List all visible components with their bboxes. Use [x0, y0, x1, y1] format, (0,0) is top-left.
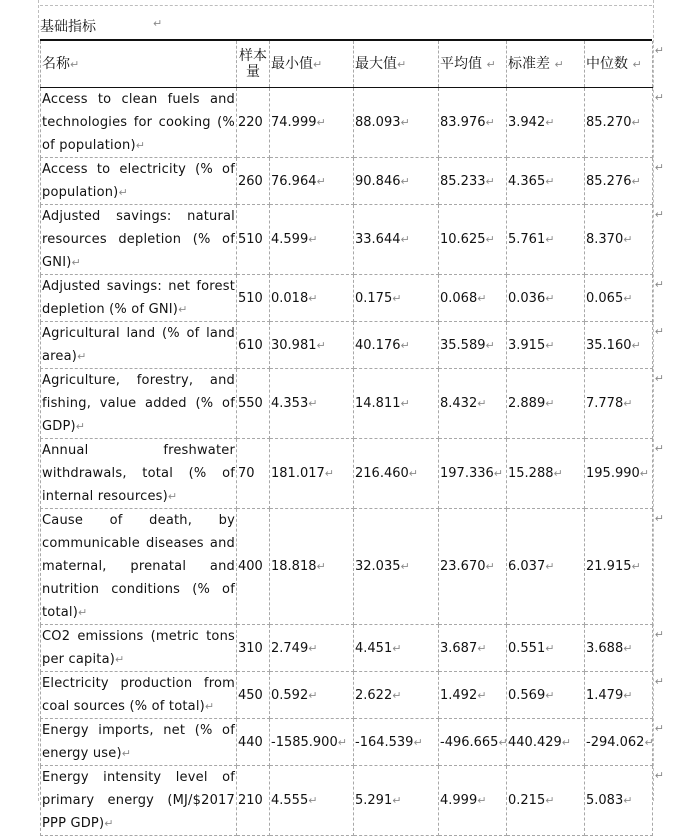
cell-max: 216.460↵	[354, 439, 439, 509]
page-guide-top	[40, 5, 652, 6]
cell-n: 510	[237, 275, 270, 322]
row-end-mark: ↵	[654, 44, 664, 57]
table-row	[41, 275, 653, 322]
cell-mean: 10.625↵	[439, 205, 507, 275]
cell-sd: 3.915↵	[507, 322, 585, 369]
paragraph-mark: ↵	[623, 233, 633, 246]
table-row	[41, 158, 653, 205]
paragraph-mark: ↵	[121, 747, 132, 760]
paragraph-mark: ↵	[631, 338, 641, 352]
paragraph-mark: ↵	[545, 116, 555, 129]
cell-sd: 0.551↵	[507, 625, 585, 672]
paragraph-mark: ↵	[545, 688, 555, 702]
row-end-mark: ↵	[654, 721, 664, 735]
cell-name: Access to electricity (% of population)↵	[41, 158, 237, 205]
cell-min: 4.353↵	[270, 369, 354, 439]
cell-mean: 197.336↵	[439, 439, 507, 509]
table-row	[41, 719, 653, 766]
cell-sd: 2.889↵	[507, 369, 585, 439]
paragraph-mark: ↵	[631, 116, 641, 129]
paragraph-mark: ↵	[115, 653, 125, 666]
table-row	[41, 369, 653, 439]
cell-sd: 0.215↵	[507, 766, 585, 836]
row-end-mark: ↵	[654, 674, 664, 688]
table-row	[41, 766, 653, 836]
indicator-table	[40, 41, 653, 836]
cell-n: 220	[237, 88, 270, 158]
cell-median: 5.083↵	[585, 766, 653, 836]
paragraph-mark: ↵	[167, 490, 178, 503]
cell-min: 76.964↵	[270, 158, 354, 205]
cell-n: 260	[237, 158, 270, 205]
paragraph-mark: ↵	[553, 467, 563, 480]
cell-sd: 0.036↵	[507, 275, 585, 322]
cell-max: 33.644↵	[354, 205, 439, 275]
paragraph-mark: ↵	[400, 397, 410, 410]
paragraph-mark: ↵	[118, 186, 128, 199]
table-row	[41, 88, 653, 158]
cell-sd: 4.365↵	[507, 158, 585, 205]
paragraph-mark: ↵	[485, 233, 495, 246]
table-row	[41, 672, 653, 719]
cell-name: Energy imports, net (% of energy use)↵	[41, 719, 237, 766]
paragraph-mark: ↵	[631, 560, 641, 573]
cell-name: CO2 emissions (metric tons per capita)↵	[41, 625, 237, 672]
cell-n: 610	[237, 322, 270, 369]
paragraph-mark: ↵	[631, 174, 641, 188]
cell-sd: 5.761↵	[507, 205, 585, 275]
paragraph-mark: ↵	[392, 641, 402, 655]
paragraph-mark: ↵	[623, 397, 633, 410]
header-name: 名称↵	[41, 41, 237, 88]
cell-mean: 85.233↵	[439, 158, 507, 205]
cell-name: Annual freshwater withdrawals, total (% of internal resources)↵	[41, 439, 237, 509]
cell-median: 3.688↵	[585, 625, 653, 672]
paragraph-mark: ↵	[337, 735, 347, 749]
section-title-row	[40, 16, 652, 38]
cell-max: 32.035↵	[354, 509, 439, 625]
cell-max: -164.539↵	[354, 719, 439, 766]
cell-median: 21.915↵	[585, 509, 653, 625]
cell-min: -1585.900↵	[270, 719, 354, 766]
paragraph-mark: ↵	[493, 467, 503, 480]
cell-sd: 0.569↵	[507, 672, 585, 719]
paragraph-mark: ↵	[308, 794, 318, 807]
cell-max: 88.093↵	[354, 88, 439, 158]
paragraph-mark: ↵	[308, 641, 318, 655]
table-body	[41, 88, 653, 836]
cell-min: 30.981↵	[270, 322, 354, 369]
row-end-mark: ↵	[654, 90, 664, 104]
cell-mean: 83.976↵	[439, 88, 507, 158]
row-end-mark: ↵	[654, 768, 664, 782]
cell-mean: 0.068↵	[439, 275, 507, 322]
paragraph-mark: ↵	[400, 116, 410, 129]
cell-min: 0.592↵	[270, 672, 354, 719]
paragraph-mark: ↵	[477, 688, 487, 702]
header-mean: 平均值 ↵	[439, 41, 507, 88]
paragraph-mark: ↵	[75, 420, 86, 433]
cell-mean: -496.665↵	[439, 719, 507, 766]
paragraph-mark: ↵	[153, 17, 163, 30]
cell-min: 0.018↵	[270, 275, 354, 322]
cell-min: 4.599↵	[270, 205, 354, 275]
row-end-mark: ↵	[654, 511, 664, 525]
cell-min: 74.999↵	[270, 88, 354, 158]
cell-max: 2.622↵	[354, 672, 439, 719]
paragraph-mark: ↵	[485, 116, 495, 129]
paragraph-mark: ↵	[477, 641, 487, 655]
paragraph-mark: ↵	[545, 233, 555, 246]
cell-min: 181.017↵	[270, 439, 354, 509]
paragraph-mark: ↵	[485, 338, 495, 352]
paragraph-mark: ↵	[308, 688, 318, 702]
section-title: 基础指标	[40, 19, 96, 35]
cell-max: 5.291↵	[354, 766, 439, 836]
paragraph-mark: ↵	[308, 291, 318, 305]
cell-max: 14.811↵	[354, 369, 439, 439]
paragraph-mark: ↵	[477, 794, 487, 807]
cell-name: Adjusted savings: natural resources depletion (% of GNI)↵	[41, 205, 237, 275]
cell-min: 2.749↵	[270, 625, 354, 672]
paragraph-mark: ↵	[639, 467, 649, 480]
paragraph-mark: ↵	[545, 641, 555, 655]
cell-max: 40.176↵	[354, 322, 439, 369]
cell-mean: 23.670↵	[439, 509, 507, 625]
table-row	[41, 205, 653, 275]
cell-name: Adjusted savings: net forest depletion (% of GNI)↵	[41, 275, 237, 322]
cell-min: 4.555↵	[270, 766, 354, 836]
paragraph-mark: ↵	[545, 291, 555, 305]
cell-name: Access to clean fuels and technologies for cooking (% of population)↵	[41, 88, 237, 158]
cell-n: 510	[237, 205, 270, 275]
paragraph-mark: ↵	[135, 139, 146, 152]
paragraph-mark: ↵	[316, 174, 326, 188]
paragraph-mark: ↵	[485, 560, 495, 573]
cell-median: -294.062↵	[585, 719, 653, 766]
cell-sd: 3.942↵	[507, 88, 585, 158]
cell-n: 440	[237, 719, 270, 766]
paragraph-mark: ↵	[413, 735, 423, 749]
paragraph-mark: ↵	[104, 817, 114, 830]
paragraph-mark: ↵	[408, 467, 418, 480]
cell-name: Agriculture, forestry, and fishing, value added (% of GDP)↵	[41, 369, 237, 439]
paragraph-mark: ↵	[316, 338, 326, 352]
table-row	[41, 509, 653, 625]
header-max: 最大值↵	[354, 41, 439, 88]
paragraph-mark: ↵	[545, 794, 555, 807]
cell-median: 8.370↵	[585, 205, 653, 275]
paragraph-mark: ↵	[498, 735, 508, 749]
row-end-mark: ↵	[654, 627, 664, 641]
page-guide-left	[38, 0, 39, 801]
cell-n: 550	[237, 369, 270, 439]
cell-max: 4.451↵	[354, 625, 439, 672]
table-row	[41, 439, 653, 509]
cell-median: 195.990↵	[585, 439, 653, 509]
cell-median: 85.276↵	[585, 158, 653, 205]
paragraph-mark: ↵	[400, 338, 410, 352]
cell-sd: 440.429↵	[507, 719, 585, 766]
paragraph-mark: ↵	[477, 291, 487, 305]
paragraph-mark: ↵	[204, 700, 215, 713]
paragraph-mark: ↵	[178, 303, 188, 316]
paragraph-mark: ↵	[623, 794, 633, 807]
paragraph-mark: ↵	[308, 397, 318, 410]
cell-n: 70	[237, 439, 270, 509]
header-min: 最小值↵	[270, 41, 354, 88]
paragraph-mark: ↵	[545, 560, 555, 573]
paragraph-mark: ↵	[316, 116, 326, 129]
cell-name: Cause of death, by communicable diseases and maternal, prenatal and nutrition conditions (% of total)↵	[41, 509, 237, 625]
cell-median: 1.479↵	[585, 672, 653, 719]
cell-name: Agricultural land (% of land area)↵	[41, 322, 237, 369]
paragraph-mark: ↵	[485, 174, 495, 188]
row-end-mark: ↵	[654, 160, 664, 174]
cell-max: 0.175↵	[354, 275, 439, 322]
cell-n: 310	[237, 625, 270, 672]
row-end-mark: ↵	[654, 371, 664, 385]
table-row	[41, 322, 653, 369]
header-sample-size: 样本量	[237, 41, 270, 88]
paragraph-mark: ↵	[400, 560, 410, 573]
header-sd: 标准差 ↵	[507, 41, 585, 88]
cell-mean: 3.687↵	[439, 625, 507, 672]
paragraph-mark: ↵	[400, 233, 410, 246]
cell-n: 450	[237, 672, 270, 719]
cell-sd: 15.288↵	[507, 439, 585, 509]
paragraph-mark: ↵	[623, 291, 633, 305]
cell-name: Energy intensity level of primary energy (MJ/$2017 PPP GDP)↵	[41, 766, 237, 836]
paragraph-mark: ↵	[545, 397, 555, 410]
paragraph-mark: ↵	[71, 256, 81, 269]
table-row	[41, 625, 653, 672]
cell-mean: 1.492↵	[439, 672, 507, 719]
header-row	[41, 41, 653, 88]
paragraph-mark: ↵	[392, 794, 402, 807]
paragraph-mark: ↵	[644, 735, 654, 749]
paragraph-mark: ↵	[477, 397, 487, 410]
paragraph-mark: ↵	[308, 233, 318, 246]
cell-max: 90.846↵	[354, 158, 439, 205]
row-end-mark: ↵	[654, 207, 664, 221]
cell-mean: 8.432↵	[439, 369, 507, 439]
row-end-mark: ↵	[654, 324, 664, 338]
paragraph-mark: ↵	[78, 606, 88, 619]
paragraph-mark: ↵	[77, 350, 87, 363]
paragraph-mark: ↵	[392, 688, 402, 702]
paragraph-mark: ↵	[545, 174, 555, 188]
paragraph-mark: ↵	[324, 467, 334, 480]
cell-n: 400	[237, 509, 270, 625]
paragraph-mark: ↵	[545, 338, 555, 352]
cell-n: 210	[237, 766, 270, 836]
header-median: 中位数 ↵	[585, 41, 653, 88]
cell-median: 85.270↵	[585, 88, 653, 158]
cell-sd: 6.037↵	[507, 509, 585, 625]
paragraph-mark: ↵	[623, 641, 633, 655]
paragraph-mark: ↵	[392, 291, 402, 305]
row-end-mark: ↵	[654, 277, 664, 291]
cell-median: 35.160↵	[585, 322, 653, 369]
paragraph-mark: ↵	[561, 735, 571, 749]
paragraph-mark: ↵	[316, 560, 326, 573]
paragraph-mark: ↵	[400, 174, 410, 188]
cell-median: 7.778↵	[585, 369, 653, 439]
cell-mean: 35.589↵	[439, 322, 507, 369]
cell-median: 0.065↵	[585, 275, 653, 322]
cell-min: 18.818↵	[270, 509, 354, 625]
cell-name: Electricity production from coal sources (% of total)↵	[41, 672, 237, 719]
cell-mean: 4.999↵	[439, 766, 507, 836]
row-end-mark: ↵	[654, 441, 664, 455]
paragraph-mark: ↵	[623, 688, 633, 702]
